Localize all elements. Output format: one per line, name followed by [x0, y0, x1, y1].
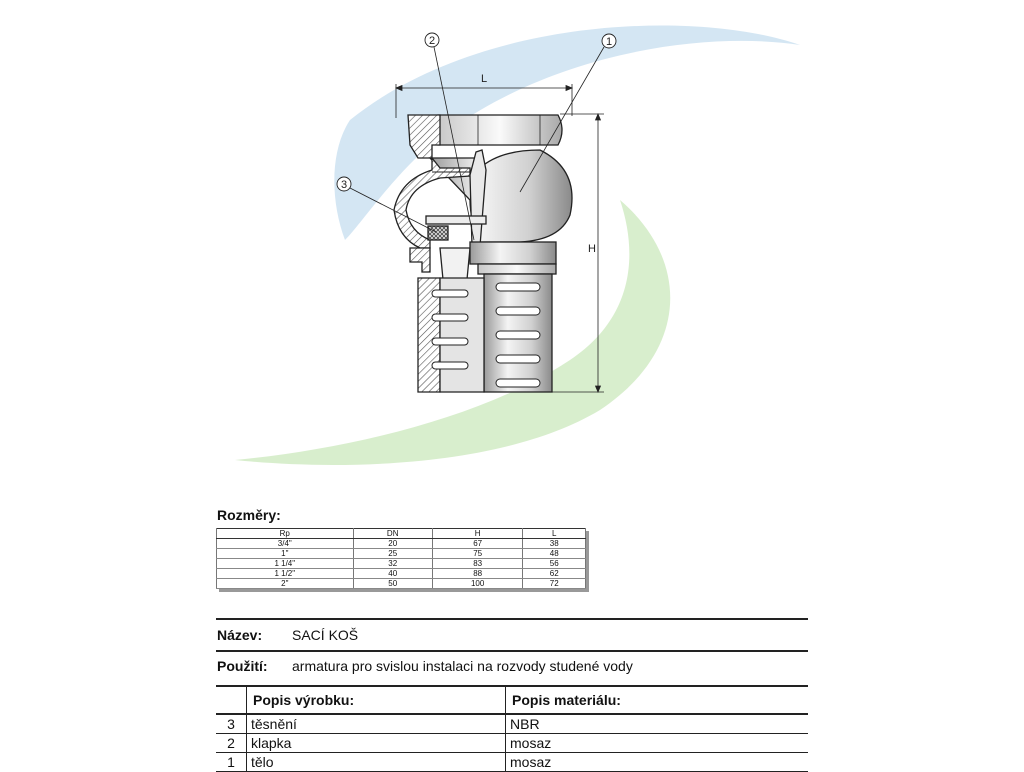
table-cell: 48 [523, 549, 586, 559]
dimensions-title: Rozměry: [217, 507, 281, 523]
table-row [216, 714, 808, 734]
table-cell: 72 [523, 579, 586, 589]
table-row [217, 579, 586, 589]
table-cell: 1 1/4" [217, 559, 354, 569]
header-cell: Rp [217, 529, 354, 539]
usage-label: Použití: [217, 658, 268, 674]
table-cell: 75 [432, 549, 523, 559]
table-row [217, 549, 586, 559]
svg-text:1: 1 [605, 36, 613, 48]
table-row [217, 539, 586, 549]
part-description: těsnění [247, 714, 506, 734]
table-row [216, 734, 808, 753]
table-cell: 1 1/2" [217, 569, 354, 579]
name-label: Název: [217, 627, 263, 643]
parts-table [216, 685, 808, 772]
table-cell: 67 [432, 539, 523, 549]
table-cell: 83 [432, 559, 523, 569]
part-number: 1 [216, 753, 247, 772]
header-cell: L [523, 529, 586, 539]
table-cell: 25 [353, 549, 432, 559]
svg-text:2: 2 [428, 35, 436, 47]
divider [216, 650, 808, 652]
divider [216, 618, 808, 620]
header-cell: Popis výrobku: [247, 686, 506, 714]
header-cell: H [432, 529, 523, 539]
part-material: NBR [506, 714, 809, 734]
header-cell: Popis materiálu: [506, 686, 809, 714]
table-row [216, 753, 808, 772]
dim-h-label: H [588, 243, 596, 255]
table-row [217, 569, 586, 579]
table-cell: 56 [523, 559, 586, 569]
table-cell: 100 [432, 579, 523, 589]
table-cell: 88 [432, 569, 523, 579]
table-cell: 2" [217, 579, 354, 589]
part-description: tělo [247, 753, 506, 772]
table-cell: 38 [523, 539, 586, 549]
dim-l-label: L [481, 73, 488, 85]
table-cell: 40 [353, 569, 432, 579]
table-cell: 1" [217, 549, 354, 559]
valve-body [394, 115, 572, 392]
name-value: SACÍ KOŠ [292, 627, 359, 643]
table-row [217, 559, 586, 569]
table-cell: 20 [353, 539, 432, 549]
table-cell: 50 [353, 579, 432, 589]
header-cell [216, 686, 247, 714]
usage-value: armatura pro svislou instalaci na rozvody studené vody [292, 658, 633, 674]
table-header-row [216, 686, 808, 714]
part-number: 2 [216, 734, 247, 753]
part-description: klapka [247, 734, 506, 753]
part-material: mosaz [506, 734, 809, 753]
header-cell: DN [353, 529, 432, 539]
dimensions-table [216, 528, 586, 589]
table-cell: 3/4" [217, 539, 354, 549]
part-material: mosaz [506, 753, 809, 772]
svg-text:3: 3 [340, 179, 348, 191]
part-number: 3 [216, 714, 247, 734]
table-header-row [217, 529, 586, 539]
table-cell: 62 [523, 569, 586, 579]
table-cell: 32 [353, 559, 432, 569]
